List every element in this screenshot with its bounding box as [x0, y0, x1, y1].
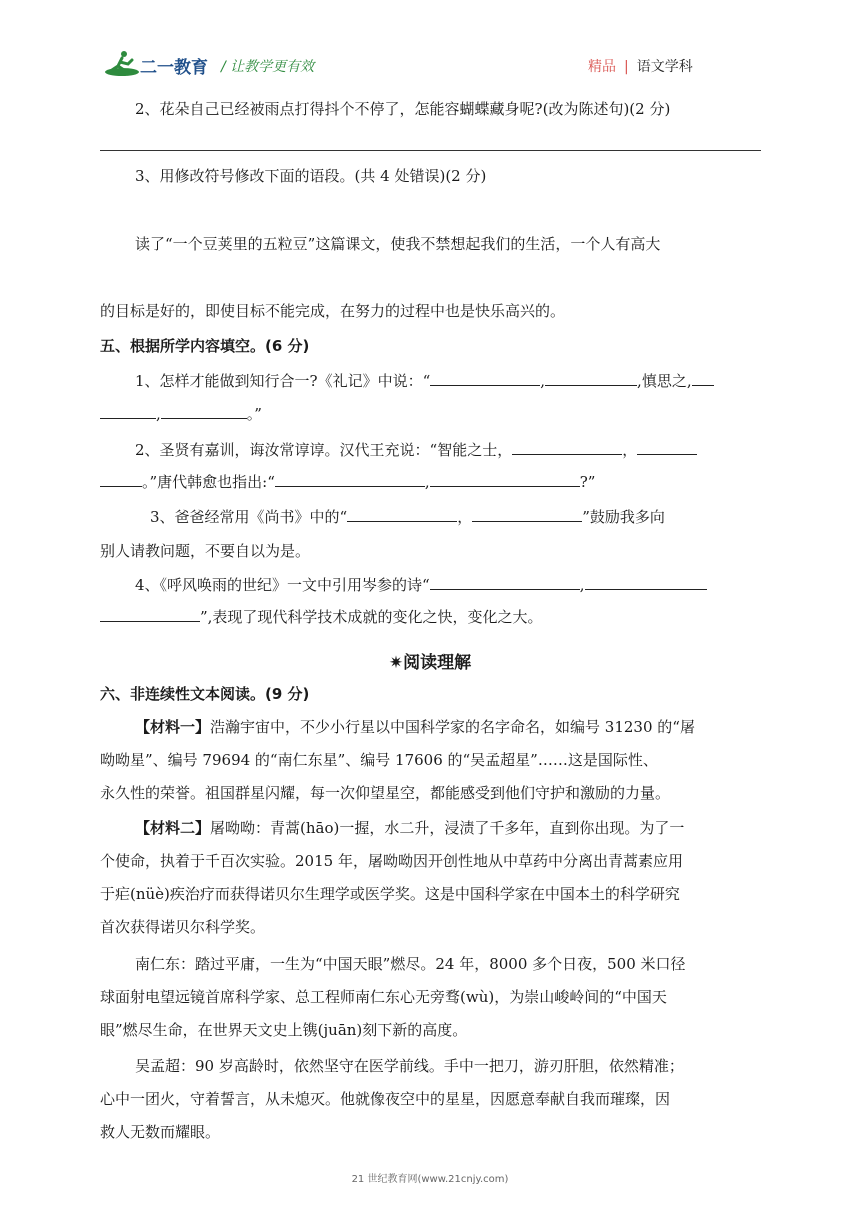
fill-blank[interactable]: [100, 404, 156, 419]
fill-blank[interactable]: [472, 507, 582, 522]
subject-label: 语文学科: [636, 59, 693, 75]
q5-item-3-text-2: ”鼓励我多向: [582, 508, 665, 526]
q5-item-2: [135, 439, 697, 460]
nanrendong-line-1: 南仁东：踏过平庸，一生为“中国天眼”燃尽。24 年，8000 多个日夜，500 米口径: [135, 955, 686, 973]
q5-item-2-cont: [100, 471, 595, 492]
wumengchao-line-3: 救人无数而耀眼。: [100, 1123, 221, 1141]
q5-item-4-text-2: ”,表现了现代科学技术成就的变化之快，变化之大。: [200, 608, 543, 626]
material-2-label: 【材料二】: [135, 819, 211, 837]
q5-item-3-text: 3、爸爸经常用《尚书》中的“: [150, 508, 348, 526]
q5-item-2-text: 2、圣贤有嘉训，诲汝常谆谆。汉代王充说：“智能之士，: [135, 441, 513, 459]
q5-item-4: [135, 574, 707, 595]
reading-heading: ✷阅读理解: [388, 653, 472, 673]
q5-item-2-comma: ，: [622, 441, 638, 459]
material-1-line-3: 永久性的荣誉。祖国群星闪耀，每一次仰望星空，都能感受到他们守护和激励的力量。: [100, 784, 671, 802]
q4-item-3: 3、用修改符号修改下面的语段。(共 4 处错误)(2 分): [135, 167, 487, 185]
header-right: [588, 56, 693, 76]
q5-item-4-text: 4、《呼风唤雨的世纪》一文中引用岑参的诗“: [135, 576, 430, 594]
wumengchao-line-2: 心中一团火，守着誓言，从未熄灭。他就像夜空中的星星，因愿意奉献自我而璀璨，因: [100, 1090, 671, 1108]
fill-blank[interactable]: [430, 575, 580, 590]
q5-title: 五、根据所学内容填空。(6 分): [100, 337, 310, 355]
slogan: / 让教学更有效: [221, 59, 315, 75]
page-footer: 21 世纪教育网(www.21cnjy.com): [351, 1174, 509, 1185]
q5-item-3: [150, 506, 665, 527]
q5-item-2-end: ?”: [579, 473, 596, 491]
nanrendong-line-3: 眼”燃尽生命，在世界天文史上镌(juān)刻下新的高度。: [100, 1021, 468, 1039]
q5-item-1-text: 1、怎样才能做到知行合一?《礼记》中说：“: [135, 372, 431, 390]
material-2-line-2: 个使命，执着于千百次实验。2015 年，屠呦呦因开创性地从中草药中分离出青蒿素应用: [100, 852, 683, 870]
material-2-line-3: 于疟(nüè)疾治疗而获得诺贝尔生理学或医学奖。这是中国科学家在中国本土的科学研究: [100, 885, 680, 903]
fill-blank[interactable]: [100, 607, 200, 622]
runner-logo-icon: [104, 50, 140, 82]
q4-paragraph-line-1: 读了“一个豆荚里的五粒豆”这篇课文，使我不禁想起我们的生活，一个人有高大: [135, 235, 661, 253]
header-separator: |: [624, 59, 629, 75]
material-2-line-4: 首次获得诺贝尔科学奖。: [100, 918, 266, 936]
wumengchao-line-1: 吴孟超：90 岁高龄时，依然坚守在医学前线。手中一把刀，游刃肝胆，依然精准；: [135, 1057, 684, 1075]
q5-item-1-end: 。”: [246, 405, 262, 423]
q5-item-1-comma: ,: [540, 372, 546, 390]
fill-blank[interactable]: [585, 575, 707, 590]
material-1-line-2: 呦呦星”、编号 79694 的“南仁东星”、编号 17606 的“吴孟超星”……这是国际性、: [100, 751, 658, 769]
quality-label: 精品: [588, 59, 616, 75]
fill-blank[interactable]: [512, 440, 622, 455]
q5-item-1: [135, 370, 714, 391]
fill-blank[interactable]: [347, 507, 457, 522]
q5-item-2-comma-2: ,: [424, 473, 430, 491]
q4-item-2: 2、花朵自己已经被雨点打得抖个不停了，怎能容蝴蝶藏身呢?(改为陈述句)(2 分): [135, 100, 671, 118]
q5-item-1-comma-2: ,: [156, 405, 161, 423]
fill-blank[interactable]: [275, 472, 425, 487]
material-1-line-1: [135, 716, 695, 737]
fill-blank[interactable]: [637, 440, 697, 455]
q5-item-2-text-2: 。”唐代韩愈也指出:“: [142, 473, 275, 491]
q4-paragraph-line-2: 的目标是好的，即使目标不能完成，在努力的过程中也是快乐高兴的。: [100, 302, 566, 320]
fill-blank[interactable]: [545, 371, 637, 386]
material-1-label: 【材料一】: [135, 718, 211, 736]
q5-item-4-comma: ,: [579, 576, 585, 594]
q5-item-3-comma: ，: [457, 508, 473, 526]
q5-item-1-text-2: ,慎思之,: [637, 372, 692, 390]
q5-item-4-cont: [100, 606, 542, 627]
q5-item-3-cont: 别人请教问题，不要自以为是。: [100, 542, 311, 560]
fill-blank[interactable]: [430, 371, 540, 386]
answer-line: [100, 150, 761, 151]
q6-title: 六、非连续性文本阅读。(9 分): [100, 685, 310, 703]
material-2-line-1: [135, 817, 684, 838]
fill-blank[interactable]: [692, 371, 714, 386]
nanrendong-line-2: 球面射电望远镜首席科学家、总工程师南仁东心无旁骛(wù)，为崇山峻岭间的“中国天: [100, 988, 667, 1006]
fill-blank[interactable]: [100, 472, 142, 487]
material-2-text: 屠呦呦：青蒿(hāo)一握，水二升，浸渍了千多年，直到你出现。为了一: [210, 819, 685, 837]
material-1-text: 浩瀚宇宙中，不少小行星以中国科学家的名字命名，如编号 31230 的“屠: [210, 718, 695, 736]
fill-blank[interactable]: [430, 472, 580, 487]
fill-blank[interactable]: [161, 404, 247, 419]
logo-text: 二一教育: [140, 58, 208, 78]
q5-item-1-cont: [100, 403, 262, 424]
